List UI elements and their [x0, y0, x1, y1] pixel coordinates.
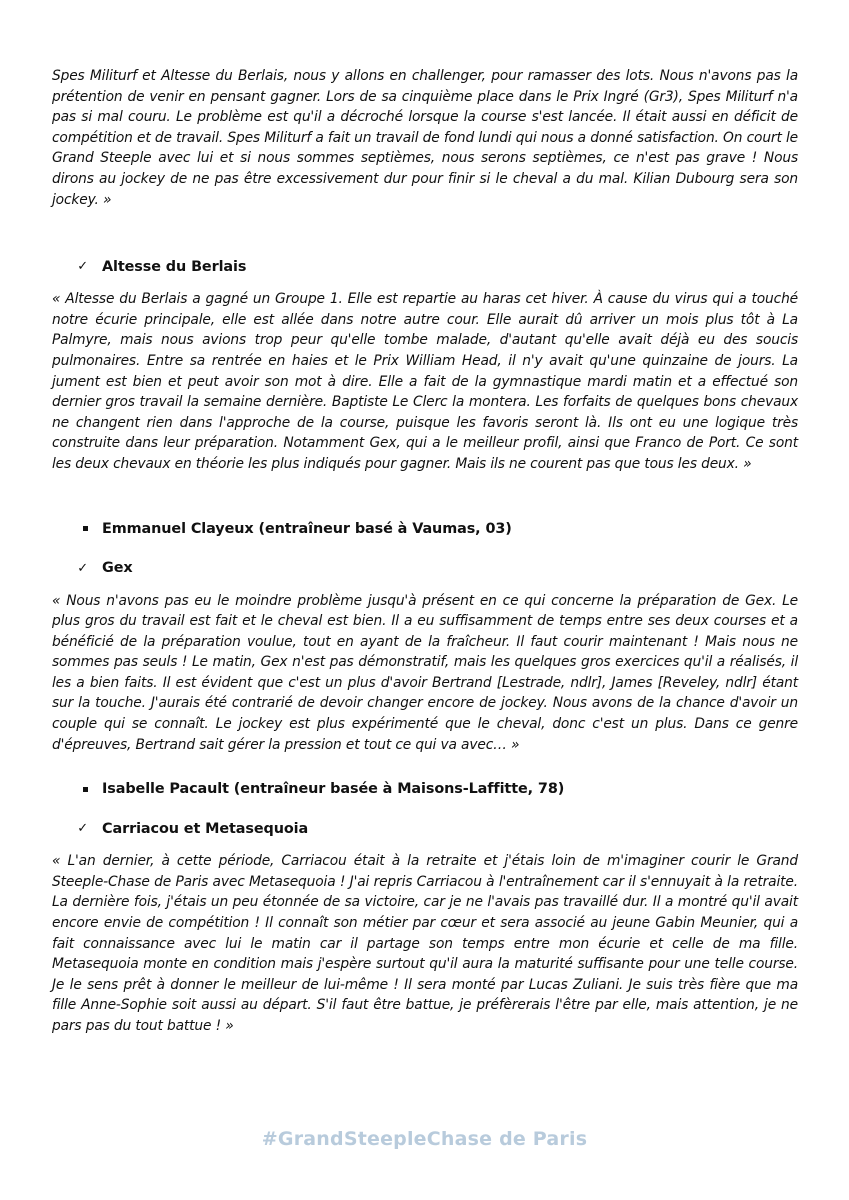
horse-heading-gex: [52, 558, 798, 579]
square-bullet-icon: [52, 519, 102, 539]
quote-altesse: « Altesse du Berlais a gagné un Groupe 1. Elle est repartie au haras cet hiver. À cause du virus qui a touché notre écurie principale, elle est allée dans notre autre cour. Elle aurait dû arriver un mois plus tôt à La Palmyre, mais nous avions trop peur qu'elle tombe malade, d'autant qu'elle avait déjà eu des soucis pulmonaires. Entre sa rentrée en haies et le Prix William Head, il n'y avait qu'une quinzaine de jours. La jument est bien et peut avoir son mot à dire. Elle a fait de la gymnastique mardi matin et a effectué son dernier gros travail la semaine dernière. Baptiste Le Clerc la montera. Les forfaits de quelques bons chevaux ne changent rien dans l'approche de la course, puisque les favoris seront là. Ils ont eu une logique très construite dans leur préparation. Notamment Gex, qui a le meilleur profil, ainsi que Franco de Port. Ce sont les deux chevaux en théorie les plus indiqués pour gagner. Mais ils ne courent pas que tous les deux. »: [52, 291, 798, 472]
document-body: [52, 66, 798, 1037]
intro-paragraph: Spes Militurf et Altesse du Berlais, nous y allons en challenger, pour ramasser des lots. Nous n'avons pas la prétention de venir en pensant gagner. Lors de sa cinquième place dans le Prix Ingré (Gr3), Spes Militurf n'a pas si mal couru. Le problème est qu'il a décroché lorsque la course s'est lancée. Il était aussi en déficit de compétition et de travail. Spes Militurf a fait un travail de fond lundi qui nous a donné satisfaction. On court le Grand Steeple avec lui et si nous sommes septièmes, nous serons septièmes, ce n'est pas grave ! Nous dirons au jockey de ne pas être excessivement dur pour finir si le cheval a du mal. Kilian Dubourg sera son jockey. »: [52, 68, 798, 208]
horse-heading-altesse: [52, 256, 798, 277]
quote-carriacou: « L'an dernier, à cette période, Carriacou était à la retraite et j'étais loin de m'imaginer courir le Grand Steeple-Chase de Paris avec Metasequoia ! J'ai repris Carriacou à l'entraînement car il s'ennuyait à la retraite. La dernière fois, j'étais un peu étonnée de sa victoire, car je ne l'avais pas travaillé dur. Il a montré qu'il avait encore envie de compétition ! Il connaît son métier par cœur et sera associé au jeune Gabin Meunier, qui a fait connaissance avec lui le matin car il partage son temps entre mon écurie et celle de ma fille. Metasequoia monte en condition mais j'espère surtout qu'il aura la maturité suffisante pour une telle course. Je le sens prêt à donner le meilleur de lui-même ! Il sera monté par Lucas Zuliani. Je suis très fière que ma fille Anne-Sophie soit aussi au départ. S'il faut être battue, je préfèrerais l'être par elle, mais attention, je ne pars pas du tout battue ! »: [52, 853, 798, 1034]
check-icon: ✓: [77, 560, 88, 576]
trainer-name: Emmanuel Clayeux (entraîneur basé à Vaumas, 03): [102, 520, 512, 537]
quote-gex: « Nous n'avons pas eu le moindre problème jusqu'à présent en ce qui concerne la préparation de Gex. Le plus gros du travail est fait et le cheval est bien. Il a eu suffisamment de temps entre ses deux courses et a bénéficié de la préparation voulue, tout en ayant de la fraîcheur. Il faut courir maintenant ! Mais nous ne sommes pas seuls ! Le matin, Gex n'est pas démonstratif, mais les quelques gros exercices qu'il a réalisés, il les a bien faits. Il est évident que c'est un plus d'avoir Bertrand [Lestrade, ndlr], James [Reveley, ndlr] étant sur la touche. J'aurais été contrarié de devoir changer encore de jockey. Nous avons de la chance d'avoir un couple qui se connaît. Le jockey est plus expérimenté que le cheval, donc c'est un plus. Dans ce genre d'épreuves, Bertrand sait gérer la pression et tout ce qui va avec… »: [52, 592, 798, 753]
trainer-heading-clayeux: [52, 519, 798, 539]
trainer-name: Isabelle Pacault (entraîneur basée à Maisons-Laffitte, 78): [102, 781, 565, 798]
check-icon: ✓: [77, 821, 88, 837]
trainer-heading-pacault: [52, 779, 798, 799]
square-bullet-icon: [52, 779, 102, 799]
horse-name: Gex: [102, 560, 133, 576]
horse-name: Altesse du Berlais: [102, 258, 247, 275]
horse-heading-carriacou: [52, 818, 798, 839]
check-icon: ✓: [77, 259, 88, 275]
horse-name: Carriacou et Metasequoia: [102, 820, 309, 837]
footer-hashtag: #GrandSteepleChase de Paris: [261, 1128, 588, 1150]
